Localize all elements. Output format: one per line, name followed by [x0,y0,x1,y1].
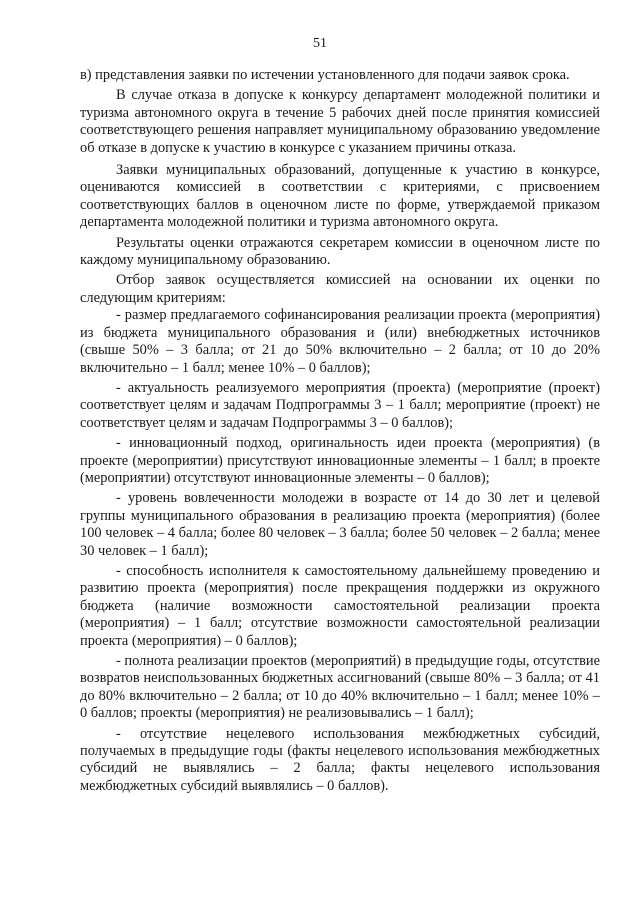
criterion-innovation: - инновационный подход, оригинальность идеи проекта (мероприятия) (в проекте (мероприятии) присутствуют инновационные элементы – 1 балл; в проекте (мероприятии) отсутствуют инновационные элементы – 0 баллов); [80,435,600,486]
page-number: 51 [313,36,327,51]
paragraph-item-v: в) представления заявки по истечении установленного для подачи заявок срока. [80,67,570,83]
paragraph-criteria-intro: Отбор заявок осуществляется комиссией на основании их оценки по следующим критериям: [80,272,600,306]
paragraph-evaluation: Заявки муниципальных образований, допущенные к участию в конкурсе, оцениваются комиссией в соответствии с критериями, с присвоением соответствующих баллов в оценочном листе по форме, утверждаемой приказом департамента молодежной политики и туризма автономного округа. [80,162,600,231]
criterion-cofinancing: - размер предлагаемого софинансирования реализации проекта (мероприятия) из бюджета муниципального образования и (или) внебюджетных источников (свыше 50% – 3 балла; от 21 до 50% включительно – 2 балла; от 10 до 20% включительно – 1 балл; менее 10% – 0 баллов); [80,307,600,376]
document-body [80,67,600,795]
criterion-implementation-completeness: - полнота реализации проектов (мероприятий) в предыдущие годы, отсутствие возвратов неиспользованных бюджетных ассигнований (свыше 80% – 3 балла; от 41 до 80% включительно – 2 балла; от 10 до 40% включительно – 1 балл; менее 10% – 0 баллов; проекты (мероприятия) не реализовывались – 1 балл); [80,653,600,722]
paragraph-results: Результаты оценки отражаются секретарем комиссии в оценочном листе по каждому муниципальному образованию. [80,234,600,269]
paragraph-refusal-notice: В случае отказа в допуске к конкурсу департамент молодежной политики и туризма автономного округа в течение 5 рабочих дней после принятия комиссией соответствующего решения направляет муниципальному образованию уведомление об отказе в допуске к участию в конкурсе с указанием причины отказа. [80,87,600,156]
criterion-sustainability: - способность исполнителя к самостоятельному дальнейшему проведению и развитию проекта (мероприятия) после прекращения поддержки из окружного бюджета (наличие возможности самостоятельной реализации проекта (мероприятия) – 1 балл; отсутствие возможности самостоятельной реализации проекта (мероприятия) – 0 баллов); [80,562,600,649]
criterion-youth-involvement: - уровень вовлеченности молодежи в возрасте от 14 до 30 лет и целевой группы муниципального образования в реализацию проекта (мероприятия) (более 100 человек – 4 балла; более 80 человек – 3 балла; более 50 человек – 2 балла; менее 30 человек – 1 балл); [80,490,600,559]
criterion-subsidy-use: - отсутствие нецелевого использования межбюджетных субсидий, получаемых в предыдущие годы (факты нецелевого использования межбюджетных субсидий не выявлялись – 2 балла; факты нецелевого использования межбюджетных субсидий выявлялись – 0 баллов). [80,725,600,794]
criterion-relevance: - актуальность реализуемого мероприятия (проекта) (мероприятие (проект) соответствует целям и задачам Подпрограммы 3 – 1 балл; мероприятие (проект) не соответствует целям и задачам Подпрограммы 3 – 0 баллов); [80,379,600,431]
